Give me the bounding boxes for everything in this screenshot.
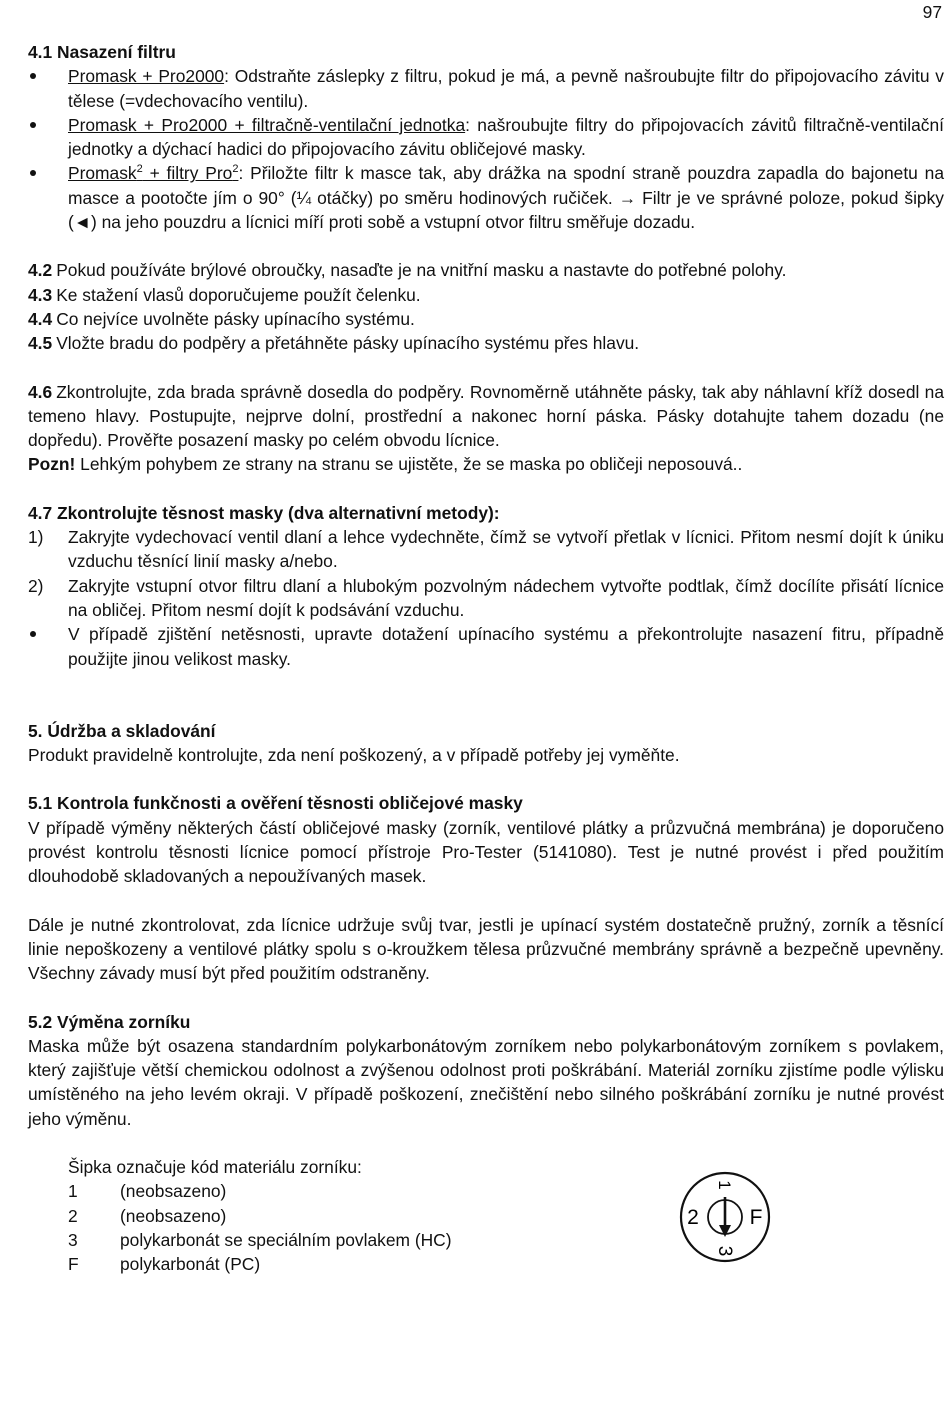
list-item-text: : Odstraňte záslepky z filtru, pokud je má, a pevně našroubujte filtr do připojovacího závitu v tělese (=vdechovacího ventilu).	[68, 66, 945, 111]
step-text: Ke stažení vlasů doporučujeme použít čelenku.	[56, 284, 421, 305]
section-4-1-title: 4.1 Nasazení filtru	[28, 42, 176, 62]
product-name: + filtry Pro	[142, 163, 233, 184]
page-content	[28, 40, 944, 1276]
legend-title: Šipka označuje kód materiálu zorníku:	[68, 1156, 362, 1177]
step-4-6	[28, 380, 944, 453]
legend-key: 3	[68, 1229, 78, 1250]
step-4-5	[28, 331, 944, 355]
legend-key: 2	[68, 1205, 78, 1226]
legend-label: polykarbonát se speciálním povlakem (HC)	[120, 1229, 452, 1250]
list-number: 1)	[28, 527, 44, 548]
list-item-text: : našroubujte filtry do připojovacích závitů filtračně-ventilační jednotky a dýchací hadici do připojovacího závitu obličejové masky.	[68, 114, 944, 160]
legend-row	[68, 1252, 944, 1276]
step-number: 4.5	[28, 333, 53, 354]
dial-label-left: 2	[687, 1206, 699, 1229]
list-item-text: : Přiložte filtr k masce tak, aby drážka na spodní straně pouzdra zapadla do bajonetu na masce a pootočte jím o 90° (¼ otáčky) po směru hodinových ručiček. → Filtr je ve správné poloze, pokud šipky (◄) na jeho pouzdru a lícnici míří proti sobě a vstupní otvor filtru směřuje dozadu.	[68, 163, 944, 233]
section-5-2-title: 5.2 Výměna zorníku	[28, 1011, 191, 1032]
superscript: 2	[136, 163, 143, 176]
step-4-4	[28, 307, 944, 331]
list-item	[28, 113, 944, 162]
section-5-1-title: 5.1 Kontrola funkčnosti a ověření těsnosti obličejové masky	[28, 793, 523, 814]
dial-label-right: F	[749, 1206, 763, 1229]
paragraph: Maska může být osazena standardním polykarbonátovým zorníkem nebo polykarbonátovým zorníkem s povlakem, který zajišťuje větší chemickou odolnost a zvýšenou odolnost proti poškrábání. Materiál zorníku zjistíme podle výlisku umístěného na jeho levém okraji. V případě poškození, znečištění nebo silného poškrábání zorníku je nutné provést jeho výměnu.	[28, 1035, 944, 1129]
bullet-icon	[28, 64, 68, 113]
step-text: Vložte bradu do podpěry a přetáhněte pásky upínacího systému přes hlavu.	[56, 333, 640, 354]
dial-label-top: 1	[715, 1180, 734, 1190]
section-4-7-title: 4.7 Zkontrolujte těsnost masky (dva alternativní metody):	[28, 502, 500, 523]
bullet-icon	[28, 113, 68, 162]
section-5-text: Produkt pravidelně kontrolujte, zda není poškozený, a v případě potřeby jej vyměňte.	[28, 745, 680, 766]
bullet-icon	[28, 161, 68, 234]
legend-key: F	[68, 1254, 79, 1275]
step-number: 4.3	[28, 284, 53, 305]
material-code-dial-icon	[676, 1164, 774, 1270]
superscript: 2	[232, 163, 239, 176]
note-label: Pozn!	[28, 454, 76, 475]
list-item	[28, 161, 944, 234]
legend-label: (neobsazeno)	[120, 1205, 227, 1226]
page-number: 97	[922, 2, 942, 22]
paragraph: Dále je nutné zkontrolovat, zda lícnice udržuje svůj tvar, jestli je upínací systém dostatečně pružný, zorník a těsnící linie nepoškozeny a ventilové plátky spolu s o-kroužkem tělesa průzvučné membrány správně a bezpečně upevněny. Všechny závady musí být před použitím odstraněny.	[28, 914, 944, 984]
legend-key: 1	[68, 1181, 78, 1202]
list-item	[28, 64, 944, 113]
list-item-text: Zakryjte vstupní otvor filtru dlaní a hlubokým pozvolným nádechem vytvořte podtlak, čímž docílíte přisátí lícnice na obličej. Přitom nesmí dojít k podsávání vzduchu.	[68, 575, 944, 620]
product-combo-label	[68, 163, 238, 183]
section-5-title: 5. Údržba a skladování	[28, 720, 216, 741]
step-text: Pokud používáte brýlové obroučky, nasaďte je na vnitřní masku a nastavte do potřebné polohy.	[56, 260, 787, 281]
legend-row	[68, 1204, 944, 1228]
dial-label-bottom: 3	[714, 1245, 735, 1257]
legend-row	[68, 1179, 944, 1203]
product-combo-label: Promask + Pro2000 + filtračně-ventilační jednotka	[68, 114, 466, 135]
note	[28, 452, 944, 476]
step-number: 4.4	[28, 308, 53, 329]
list-item-text: V případě zjištění netěsnosti, upravte dotažení upínacího systému a překontrolujte nasazení fitru, případně použijte jinou velikost masky.	[68, 624, 944, 669]
step-number: 4.6	[28, 381, 53, 402]
product-name: Promask	[68, 163, 137, 184]
legend-label: polykarbonát (PC)	[120, 1254, 261, 1275]
step-4-2	[28, 258, 944, 282]
list-item	[28, 525, 944, 574]
step-text: Co nejvíce uvolněte pásky upínacího systému.	[56, 308, 415, 329]
note-text: Lehkým pohybem ze strany na stranu se ujistěte, že se maska po obličeji neposouvá..	[75, 454, 743, 475]
arrow-head	[719, 1225, 731, 1237]
step-4-3	[28, 283, 944, 307]
material-code-legend	[68, 1155, 944, 1276]
product-combo-label: Promask + Pro2000	[68, 66, 225, 87]
step-text: Zkontrolujte, zda brada správně dosedla do podpěry. Rovnoměrně utáhněte pásky, tak aby náhlavní kříž dosedl na temeno hlavy. Postupujte, nejprve dolní, prostřední a nakonec horní páska. Pásky dotahujte tahem dozadu (ne dopředu). Prověřte posazení masky po celém obvodu lícnice.	[28, 381, 944, 451]
legend-label: (neobsazeno)	[120, 1181, 227, 1202]
list-item	[28, 622, 944, 671]
list-item	[28, 574, 944, 623]
list-item-text: Zakryjte vydechovací ventil dlaní a lehce vydechněte, čímž se vytvoří přetlak v lícnici. Přitom nesmí dojít k úniku vzduchu těsnící linií masky a/nebo.	[68, 527, 944, 572]
step-number: 4.2	[28, 260, 53, 281]
list-number: 2)	[28, 575, 44, 596]
legend-row	[68, 1228, 944, 1252]
bullet-icon	[28, 622, 68, 671]
paragraph: V případě výměny některých částí obličejové masky (zorník, ventilové plátky a průzvučná membrána) je doporučeno provést kontrolu těsnosti lícnice pomocí přístroje Pro-Tester (5141080). Test je nutné provést i před použitím dlouhodobě skladovaných a nepoužívaných masek.	[28, 817, 944, 887]
